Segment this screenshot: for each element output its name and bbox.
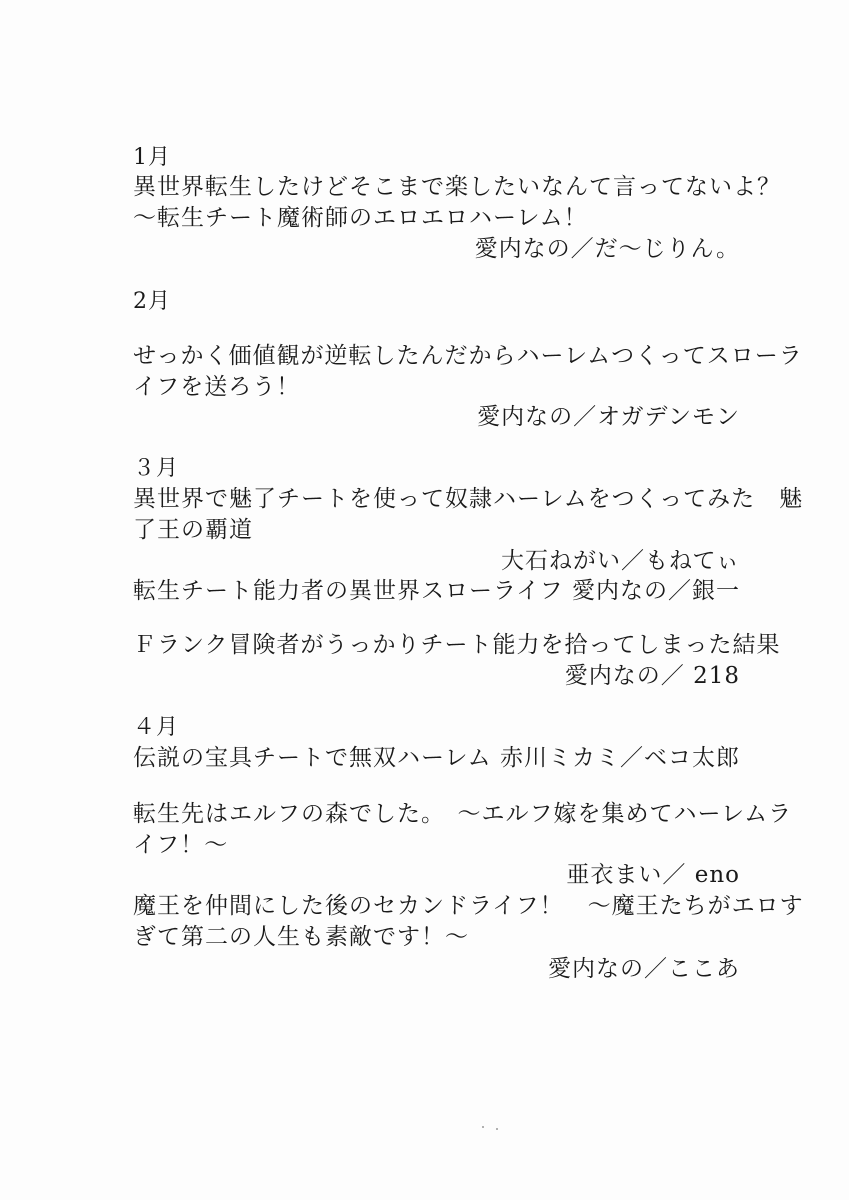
title-line: ぎて第二の人生も素敵です！〜: [133, 924, 469, 950]
credit-line: 亜衣まい／ eno: [566, 862, 740, 888]
title-line: 転生チート能力者の異世界スローライフ: [133, 578, 564, 604]
title-line: 転生先はエルフの森でした。 〜エルフ嫁を集めてハーレムラ: [133, 801, 793, 827]
credit-line: 愛内なの／だ〜じりん。: [474, 236, 740, 262]
title-line: 異世界で魅了チートを使って奴隷ハーレムをつくってみた 魅: [133, 486, 804, 512]
credit-line: 大石ねがい／もねてぃ: [501, 548, 740, 574]
title-line: 了王の覇道: [133, 517, 253, 543]
scan-speck: [482, 1126, 484, 1128]
title-line: イフを送ろう！: [133, 374, 301, 400]
title-line: Ｆランク冒険者がうっかりチート能力を拾ってしまった結果: [133, 632, 781, 658]
title-line: せっかく価値観が逆転したんだからハーレムつくってスローラ: [133, 343, 803, 369]
month-heading-february: 2月: [133, 289, 171, 314]
month-heading-march: ３月: [133, 456, 180, 481]
title-line: 異世界転生したけどそこまで楽したいなんて言ってないよ？: [133, 174, 781, 200]
month-heading-april: ４月: [133, 715, 180, 740]
title-line: 〜転生チート魔術師のエロエロハーレム！: [133, 205, 588, 231]
title-line: 魔王を仲間にした後のセカンドライフ！ 〜魔王たちがエロす: [133, 893, 804, 919]
credit-line: 愛内なの／銀一: [572, 578, 740, 604]
credit-line: 愛内なの／ここあ: [548, 956, 740, 982]
credit-line: 愛内なの／オガデンモン: [477, 404, 740, 430]
credit-line: 赤川ミカミ／ベコ太郎: [500, 745, 740, 771]
credit-line: 愛内なの／ 218: [564, 663, 740, 689]
month-heading-january: 1月: [133, 145, 171, 170]
title-line: 伝説の宝具チートで無双ハーレム: [133, 745, 492, 771]
title-line: イフ！〜: [133, 832, 229, 858]
scan-speck: [496, 1128, 498, 1130]
